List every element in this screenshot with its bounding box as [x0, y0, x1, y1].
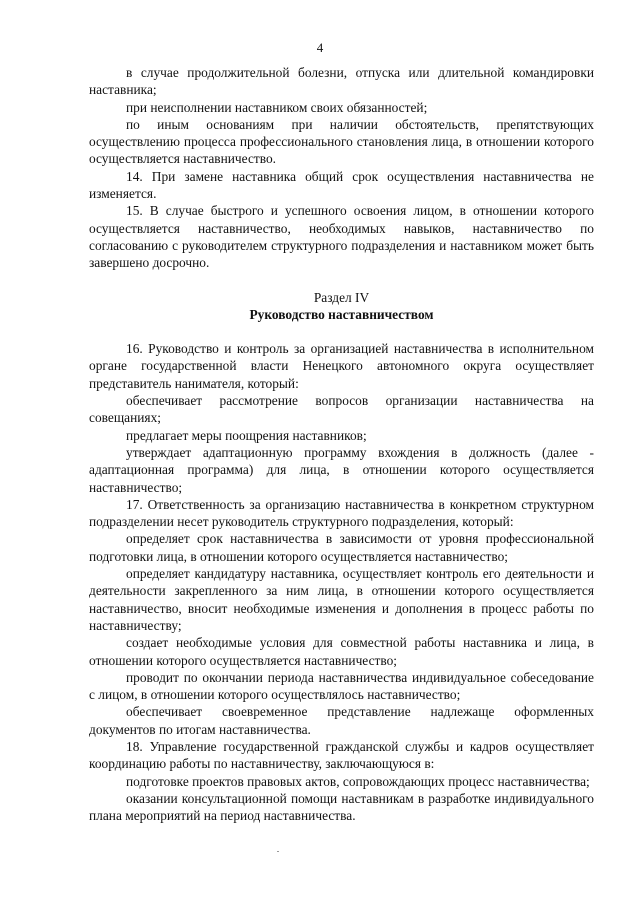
paragraph: определяет срок наставничества в зависимости от уровня профессиональной подготовки лица, в отношении которого осуществляется наставничество;: [89, 531, 594, 564]
paragraph: 14. При замене наставника общий срок осуществления наставничества не изменяется.: [89, 168, 594, 202]
page-number: 4: [316, 40, 324, 55]
scan-dot: [277, 851, 279, 852]
paragraph: 17. Ответственность за организацию наставничества в конкретном структурном подразделении несет руководитель структурного подразделения, который:: [89, 496, 594, 530]
paragraph: в случае продолжительной болезни, отпуска или длительной командировки наставника;: [89, 65, 594, 98]
paragraph: проводит по окончании периода наставничества индивидуальное собеседование с лицом, в отношении которого осуществлялось наставничество;: [89, 669, 594, 703]
paragraph: предлагает меры поощрения наставников;: [126, 427, 367, 443]
paragraph: определяет кандидатуру наставника, осуществляет контроль его деятельности и деятельности закрепленного за ним лица, в отношении которого осуществляется наставничество, вносит необходимые изменения и дополнения в процесс работы по наставничеству;: [89, 566, 594, 633]
section-title: Руководство наставничеством: [249, 306, 434, 322]
paragraph: обеспечивает рассмотрение вопросов организации наставничества на совещаниях;: [89, 393, 594, 426]
paragraph: 18. Управление государственной гражданской службы и кадров осуществляет координацию работы по наставничеству, заключающуюся в:: [89, 738, 594, 772]
paragraph: по иным основаниям при наличии обстоятельств, препятствующих осуществлению процесса профессионального становления лица, в отношении которого осуществляется наставничество.: [89, 116, 594, 167]
paragraph: создает необходимые условия для совместной работы наставника и лица, в отношении которого осуществляется наставничество;: [89, 635, 594, 668]
document-body: [89, 64, 594, 824]
paragraph: при неисполнении наставником своих обязанностей;: [126, 99, 428, 115]
section-heading: Раздел IV: [313, 289, 370, 305]
paragraph: оказании консультационной помощи наставникам в разработке индивидуального плана мероприятий на период наставничества.: [89, 790, 594, 824]
paragraph: 15. В случае быстрого и успешного освоения лицом, в отношении которого осуществляется наставничество, необходимых навыков, наставничество по согласованию с руководителем структурного подразделения и наставником может быть завершено досрочно.: [89, 203, 594, 271]
paragraph: утверждает адаптационную программу вхождения в должность (далее - адаптационная программа) для лица, в отношении которого осуществляется наставничество;: [89, 444, 594, 495]
paragraph: подготовке проектов правовых актов, сопровождающих процесс наставничества;: [126, 773, 590, 789]
paragraph: обеспечивает своевременное представление надлежаще оформленных документов по итогам наставничества.: [89, 704, 594, 737]
paragraph: 16. Руководство и контроль за организацией наставничества в исполнительном органе государственной власти Ненецкого автономного округа осуществляет представитель нанимателя, который:: [89, 341, 594, 391]
